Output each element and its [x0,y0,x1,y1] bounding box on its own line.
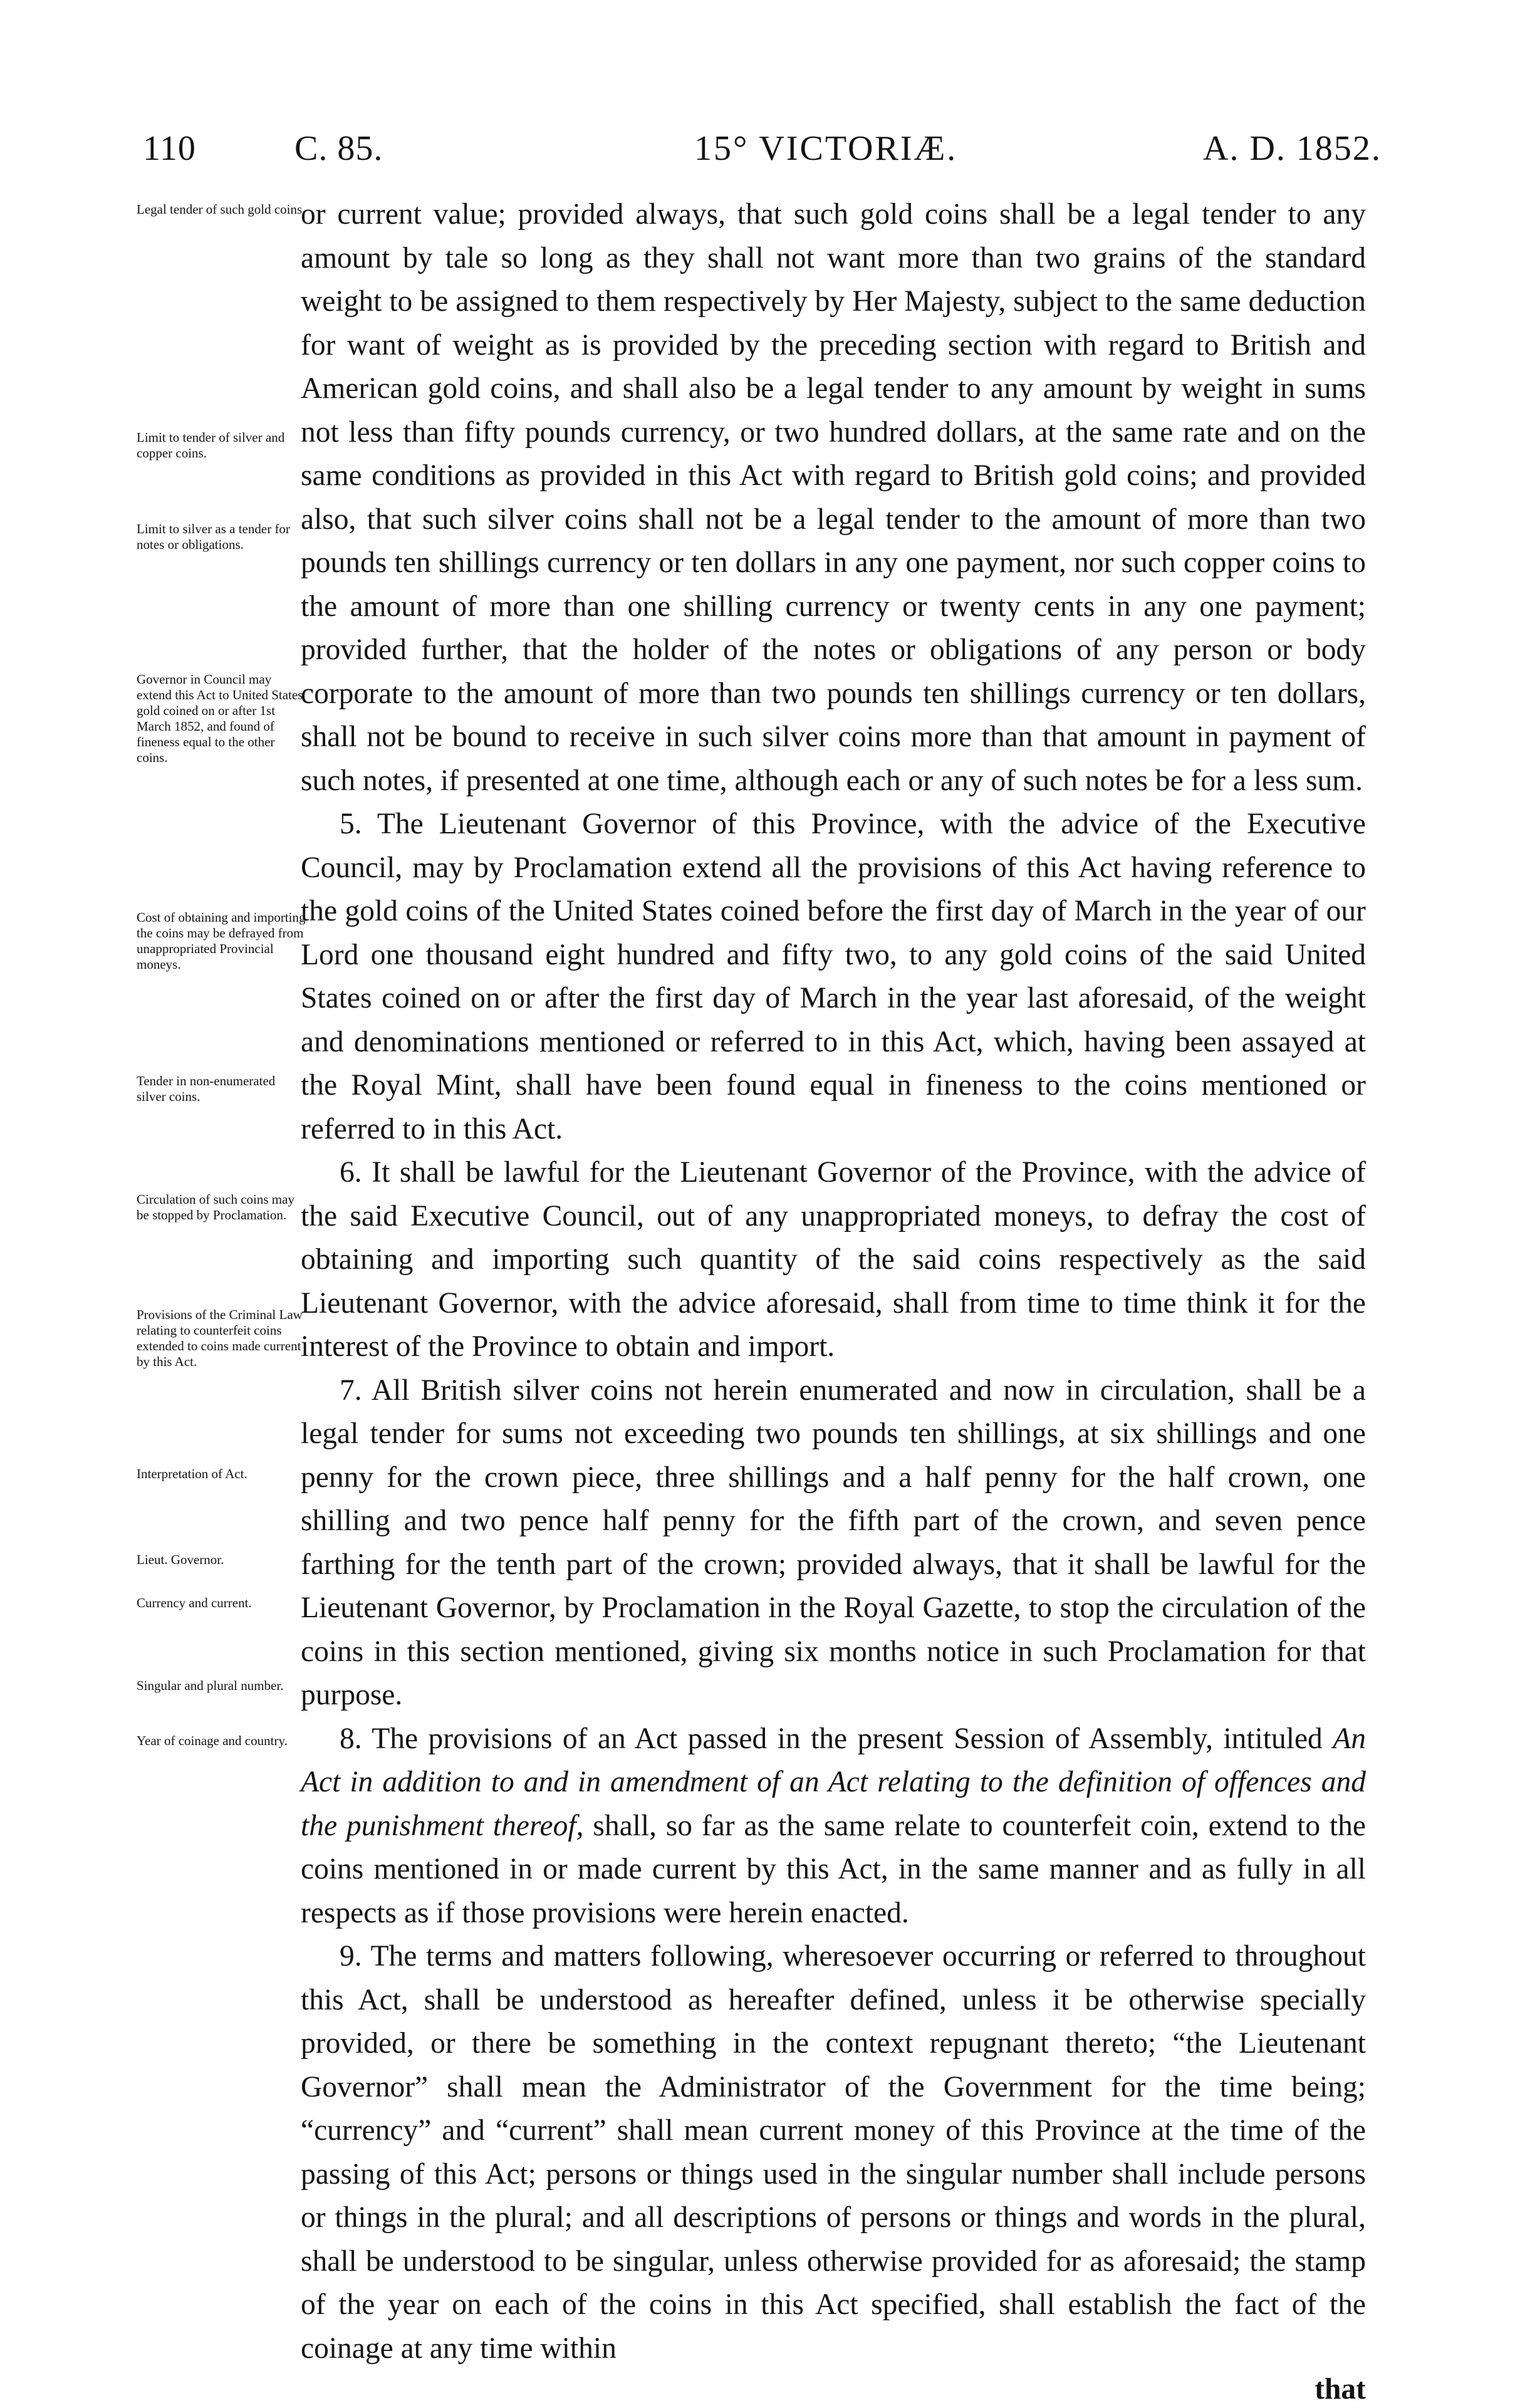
margin-note: Cost of obtaining and importing the coins may be defrayed from unappropriated Provincial moneys. [137,910,306,972]
margin-note: Singular and plural number. [137,1678,284,1693]
catchword: that [1314,2373,1366,2405]
margin-note: Provisions of the Criminal Law relating to counterfeit coins extended to coins made current by this Act. [137,1307,303,1369]
regnal-year: 15° VICTORIÆ. [694,129,958,168]
margin-note: Limit to tender of silver and copper coins. [137,430,285,461]
section-5: 5. The Lieutenant Governor of this Province, with the advice of the Executive Council, may by Proclamation extend all the provisions of this Act having reference to the gold coins of the United States coined before the first day of March in the year of our Lord one thousand eight hundred and fifty two, to any gold coins of the said United States coined on or after the first day of March in the year last aforesaid, of the weight and denominations mentioned or referred to in this Act, which, having been assayed at the Royal Mint, shall have been found equal in fineness to the coins mentioned or referred to in this Act. [301,808,1366,1145]
margin-note: Governor in Council may extend this Act to United States gold coined on or after 1st March 1852, and found of fineness equal to the other coins. [137,672,303,765]
margin-note: Legal tender of such gold coins. [137,202,306,217]
year: A. D. 1852. [1203,129,1382,168]
section-8-act-title: An Act in addition to and in amendment of an Act relating to the definition of offences and the punishment thereof, [301,1722,1366,1842]
section-8-text-cont: shall, so far as the same relate to counterfeit coin, extend to the coins mentioned in or made current by this Act, in the same manner and as fully in all respects as if those provisions were herein enacted. [301,1809,1366,1929]
section-9: 9. The terms and matters following, wheresoever occurring or referred to throughout this Act, shall be understood as hereafter defined, unless it be otherwise specially provided, or there be something in the context repugnant thereto; “the Lieutenant Governor” shall mean the Administrator of the Government for the time being; “currency” and “current” shall mean current money of this Province at the time of the passing of this Act; persons or things used in the singular number shall include persons or things in the plural; and all descriptions of persons or things and words in the plural, shall be understood to be singular, unless otherwise provided for as aforesaid; the stamp of the year on each of the coins in this Act specified, shall establish the fact of the coinage at any time within [301,1940,1366,2365]
margin-note: Circulation of such coins may be stopped by Proclamation. [137,1192,294,1222]
margin-note: Year of coinage and country. [137,1733,288,1748]
margin-note: Limit to silver as a tender for notes or obligations. [137,521,290,552]
statute-text [301,193,1366,2408]
section-7: 7. All British silver coins not herein enumerated and now in circulation, shall be a legal tender for sums not exceeding two pounds ten shillings, at six shillings and one penny for the crown piece, three shillings and a half penny for the half crown, one shilling and two pence half penny for the fifth part of the crown, and seven pence farthing for the tenth part of the crown; provided always, that it shall be lawful for the Lieutenant Governor, by Proclamation in the Royal Gazette, to stop the circulation of the coins in this section mentioned, giving six months notice in such Proclamation for that purpose. [301,1373,1366,1711]
paragraph-continuation: or current value; provided always, that such gold coins shall be a legal tender to any amount by tale so long as they shall not want more than two grains of the standard weight to be assigned to them respectively by Her Majesty, subject to the same deduction for want of weight as is provided by the preceding section with regard to British and American gold coins, and shall also be a legal tender to any amount by weight in sums not less than fifty pounds currency, or two hundred dollars, at the same rate and on the same conditions as provided in this Act with regard to British gold coins; and provided also, that such silver coins shall not be a legal tender to the amount of more than two pounds ten shillings currency or ten dollars in any one payment, nor such copper coins to the amount of more than one shilling currency or twenty cents in any one payment; provided further, that the holder of the notes or obligations of any person or body corporate to the amount of more than two pounds ten shillings currency or ten dollars, shall not be bound to receive in such silver coins more than that amount in payment of such notes, if presented at one time, although each or any of such notes be for a less sum. [301,198,1366,797]
margin-note: Currency and current. [137,1595,252,1610]
running-header [0,128,1520,179]
page-number: 110 [143,129,196,168]
section-6: 6. It shall be lawful for the Lieutenant Governor of the Province, with the advice of the said Executive Council, out of any unappropriated moneys, to defray the cost of obtaining and importing such quantity of the said coins respectively as the said Lieutenant Governor, with the advice aforesaid, shall from time to time think it for the interest of the Province to obtain and import. [301,1156,1366,1363]
chapter-number: C. 85. [294,129,383,168]
section-8-text: 8. The provisions of an Act passed in the present Session of Assembly, intituled [340,1722,1323,1755]
margin-note: Tender in non-enumerated silver coins. [137,1073,276,1104]
margin-note: Lieut. Governor. [137,1552,224,1567]
section-8 [301,1717,1366,1936]
margin-note: Interpretation of Act. [137,1466,247,1481]
